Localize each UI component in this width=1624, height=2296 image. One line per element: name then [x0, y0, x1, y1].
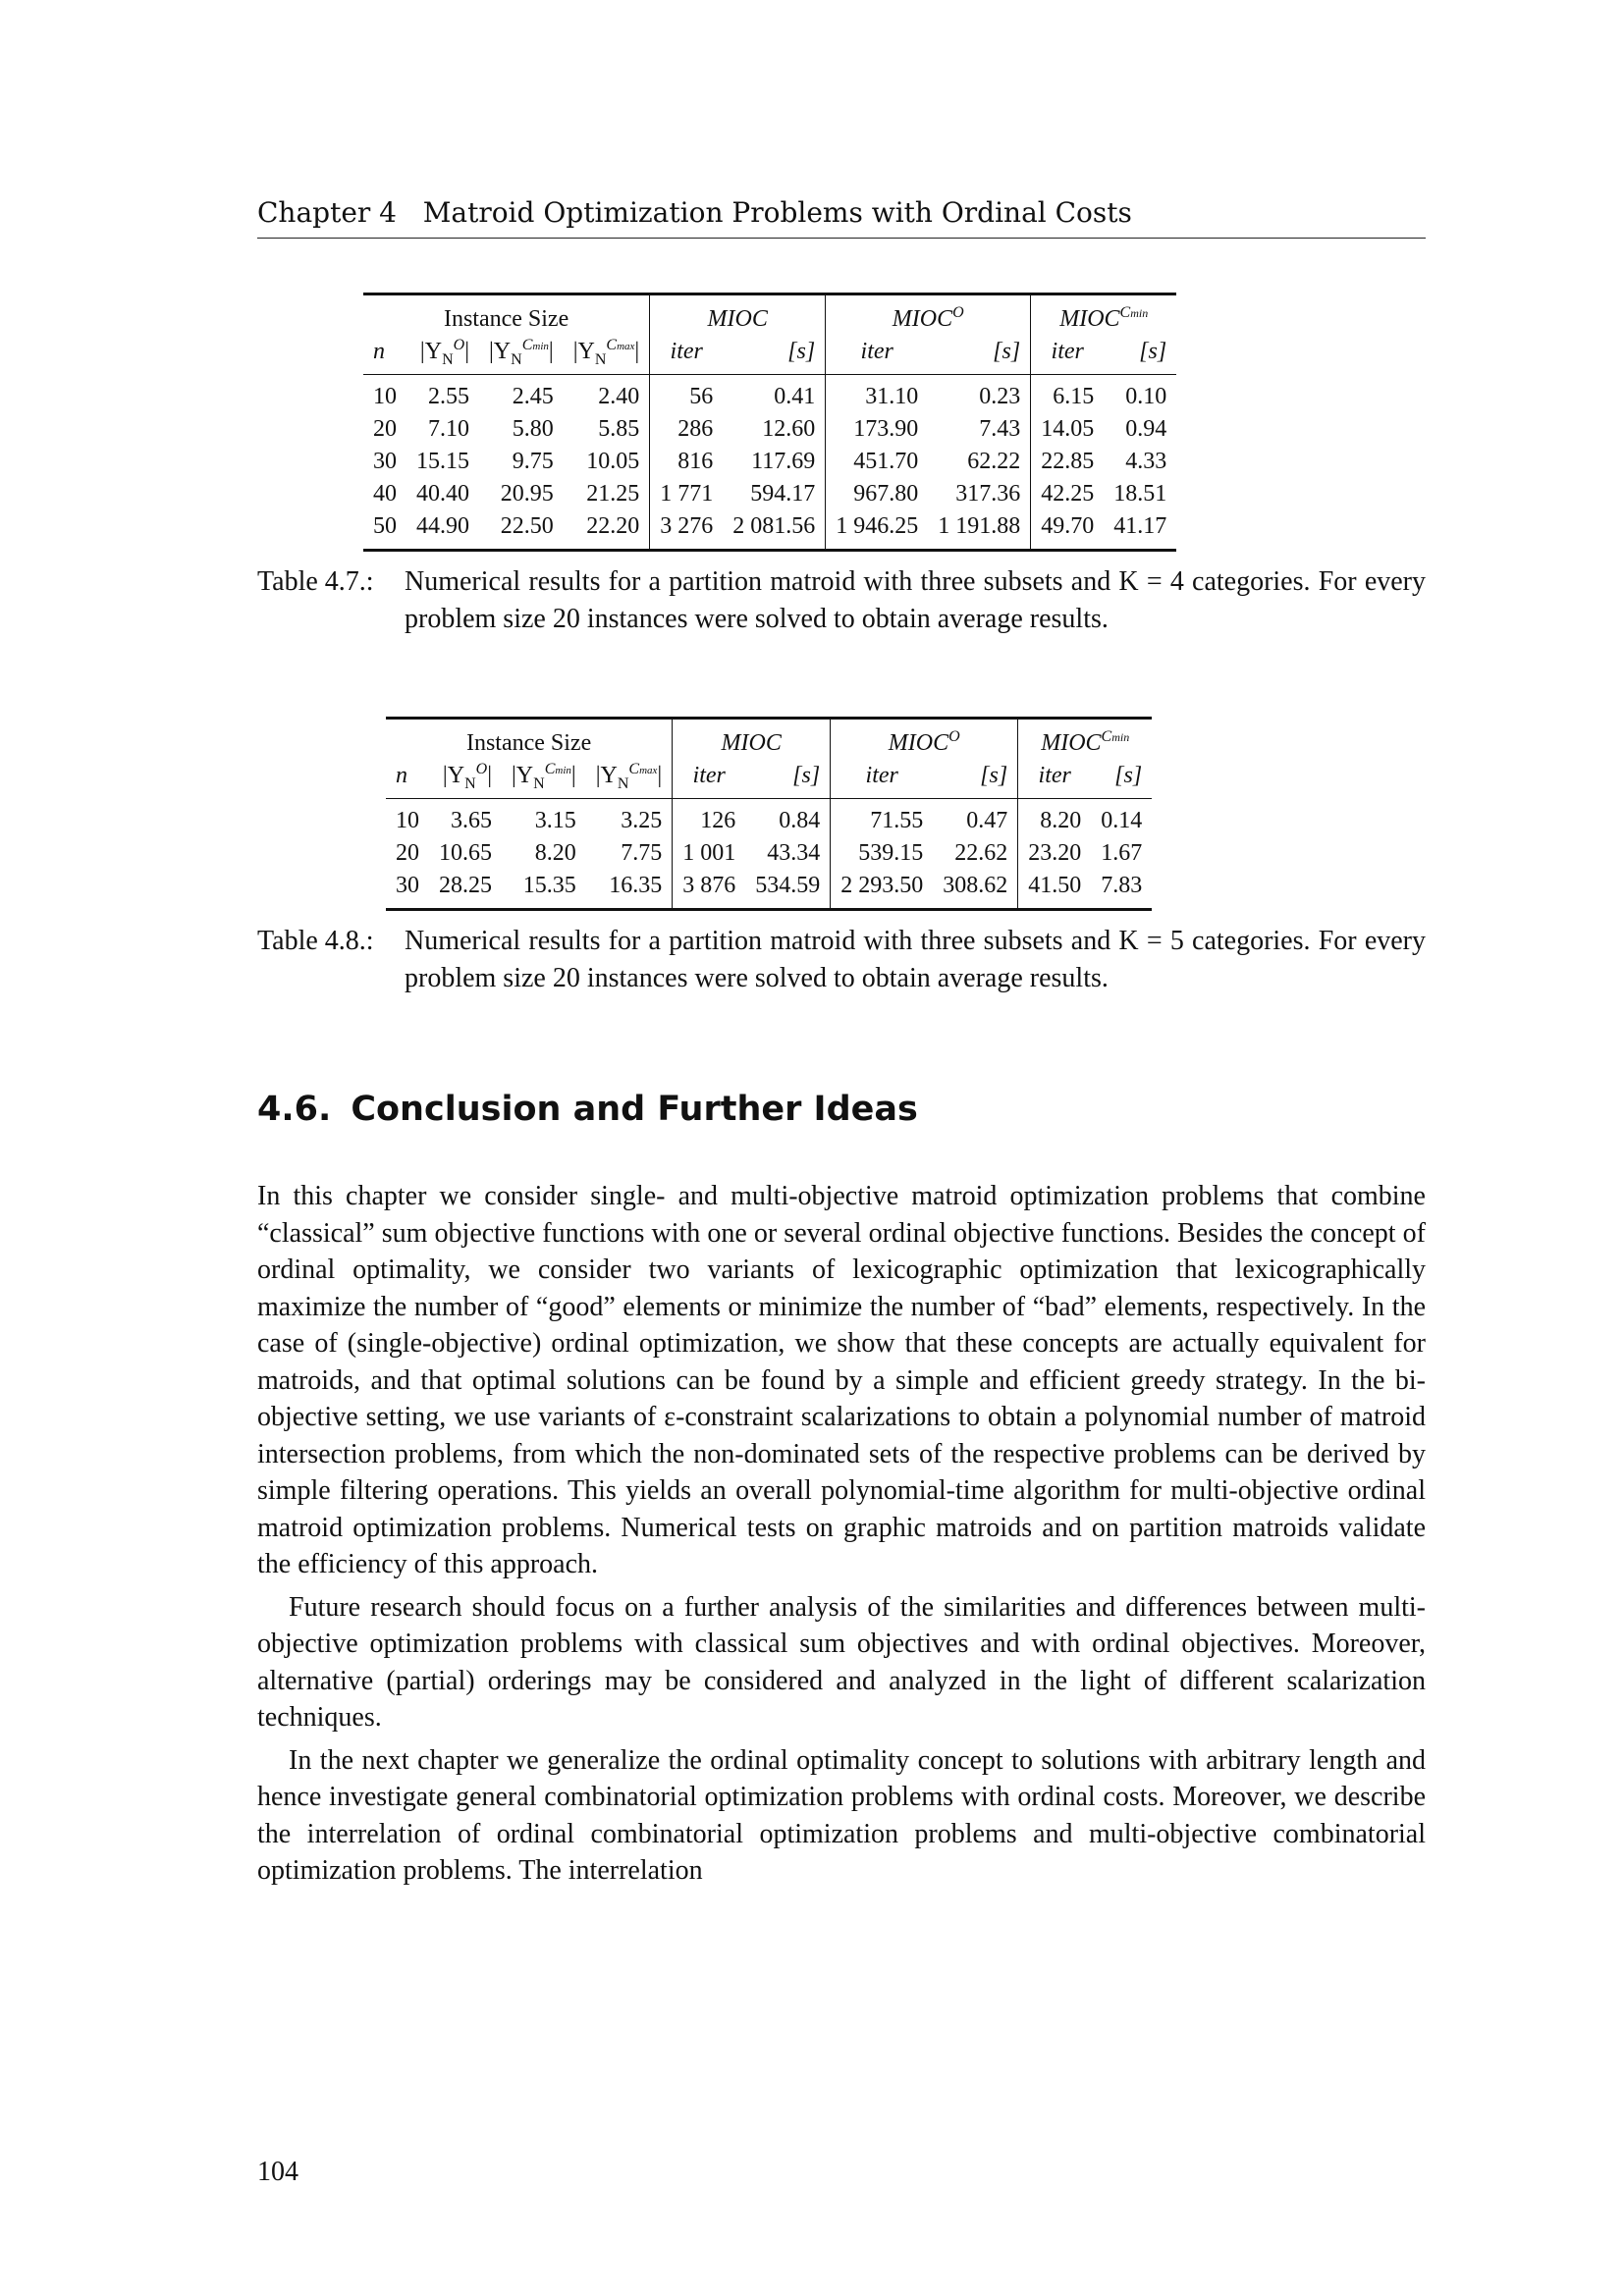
table-cell: 30 [386, 870, 429, 910]
table-cell: 117.69 [723, 446, 826, 478]
table-cell: 40 [373, 481, 397, 507]
table-cell: 10 [386, 799, 429, 838]
table-cell: 3 876 [673, 870, 746, 910]
table-cell: 43.34 [745, 837, 831, 870]
table-cell: 6.15 [1031, 375, 1105, 414]
table-cell: 30 [373, 449, 397, 474]
table-4-8 [386, 717, 1152, 911]
table-cell: 50 [363, 510, 406, 551]
table-cell: 9.75 [512, 449, 554, 474]
table-cell: 22.62 [933, 837, 1018, 870]
table-cell: 15.15 [416, 449, 469, 474]
table-cell: 28.25 [429, 870, 502, 910]
table-cell: 22.50 [479, 510, 564, 551]
table-cell: 2 081.56 [723, 510, 826, 551]
table-cell: 0.47 [933, 799, 1018, 838]
table-cell: 0.41 [723, 375, 826, 414]
table-cell: 7.10 [428, 416, 469, 442]
table-row [386, 870, 1152, 910]
table-cell: 3.15 [502, 799, 586, 838]
table-row [363, 413, 1176, 446]
table-cell: 42.25 [1041, 481, 1095, 507]
table-cell: 7.83 [1091, 870, 1152, 910]
table-cell: 14.05 [1041, 416, 1095, 442]
table-cell: 15.35 [502, 870, 586, 910]
table-row [363, 375, 1176, 414]
table-cell: 8.20 [534, 840, 576, 866]
table-cell: 10.65 [439, 840, 492, 866]
table-row [363, 510, 1176, 551]
table-cell: 8.20 [1018, 799, 1092, 838]
table-cell: 2.40 [564, 375, 650, 414]
table-cell: 22.85 [1041, 449, 1095, 474]
table-cell: 816 [677, 449, 714, 474]
table-column-header: n $|Y_N^O|$ $|Y_N^{Cmin}|$ $|Y_N^{Cmax}|$ iter [s] iter [s] iter [s] [386, 760, 1152, 799]
table-4-7-caption: Table 4.7.: Numerical results for a partition matroid with three subsets and K = 4 categories. For every problem size 20 instances were solved to obtain average results. [257, 566, 1426, 634]
table-cell: 0.84 [745, 799, 831, 838]
table-cell: 967.80 [853, 481, 919, 507]
table-cell: 534.59 [745, 870, 831, 910]
table-cell: 10.05 [564, 446, 650, 478]
table-group-header: Instance Size MIOC $MIOC^O$ $MIOC^{Cmin}$ [386, 719, 1152, 761]
table-cell: 71.55 [831, 799, 934, 838]
table-cell: 3.25 [586, 799, 673, 838]
section-body [257, 1178, 1426, 1896]
table-cell: 451.70 [853, 449, 919, 474]
table-cell: 594.17 [723, 478, 826, 510]
paragraph: In the next chapter we generalize the ordinal optimality concept to solutions with arbitrary length and hence investigate general combinatorial optimization problems with ordinal costs. Moreover, we describe the interrelation of ordinal combinatorial optimization problems and multi-objective combinatorial optimization problems. The interrelation [257, 1744, 1426, 1886]
table-cell: 2 293.50 [831, 870, 934, 910]
table-cell: 0.14 [1091, 799, 1152, 838]
table-cell: 56 [650, 375, 724, 414]
table-cell: 16.35 [586, 870, 673, 910]
table-cell: 44.90 [406, 510, 479, 551]
table-cell: 20 [396, 840, 419, 866]
table-row [386, 837, 1152, 870]
page-number: 104 [257, 2157, 298, 2187]
table-cell: 0.23 [928, 375, 1031, 414]
table-cell: 286 [677, 416, 714, 442]
table-cell: 7.75 [586, 837, 673, 870]
table-group-header: Instance Size MIOC $MIOC^O$ $MIOC^{Cmin}$ [363, 294, 1176, 337]
table-cell: 10 [363, 375, 406, 414]
table-cell: 1 001 [682, 840, 736, 866]
table-4-8-caption: Table 4.8.: Numerical results for a partition matroid with three subsets and K = 5 categories. For every problem size 20 instances were solved to obtain average results. [257, 926, 1426, 993]
table-cell: 20 [373, 416, 397, 442]
table-cell: 1 191.88 [928, 510, 1031, 551]
paragraph: In this chapter we consider single- and multi-objective matroid optimization problems that combine “classical” sum objective functions with one or several ordinal objective functions. Besides the concept of ordinal optimality, we consider two variants of lexicographic optimization that lexicographically maximize the number of “good” elements or minimize the number of “bad” elements, respectively. In the case of (single-objective) ordinal optimization, we show that these concepts are actually equivalent for matroids, and that optimal solutions can be found by a simple and efficient greedy strategy. In the bi-objective setting, we use variants of ε-constraint scalarizations to obtain a polynomial number of matroid intersection problems, from which the non-dominated sets of the respective problems can be derived by simple filtering operations. This yields an overall polynomial-time algorithm for multi-objective ordinal matroid optimization problems. Numerical tests on graphic matroids and on partition matroids validate the efficiency of this approach. [257, 1181, 1426, 1579]
table-cell: 21.25 [564, 478, 650, 510]
section-heading: 4.6. Conclusion and Further Ideas [257, 1090, 918, 1129]
table-row [363, 478, 1176, 510]
header-rule [257, 238, 1426, 239]
table-cell: 7.43 [928, 413, 1031, 446]
table-cell: 23.20 [1028, 840, 1082, 866]
table-cell: 0.94 [1125, 416, 1167, 442]
table-cell: 173.90 [853, 416, 919, 442]
table-cell: 308.62 [933, 870, 1018, 910]
table-cell: 3.65 [429, 799, 502, 838]
table-cell: 126 [673, 799, 746, 838]
table-cell: 2.45 [479, 375, 564, 414]
table-cell: 22.20 [564, 510, 650, 551]
table-cell: 1.67 [1101, 840, 1143, 866]
table-cell: 12.60 [723, 413, 826, 446]
table-row [386, 799, 1152, 838]
table-cell: 49.70 [1031, 510, 1105, 551]
table-cell: 40.40 [416, 481, 469, 507]
header-text: Chapter 4 Matroid Optimization Problems with Ordinal Costs [257, 196, 1132, 229]
table-cell: 41.50 [1018, 870, 1092, 910]
table-cell: 41.17 [1104, 510, 1176, 551]
table-4-7 [363, 293, 1176, 552]
table-cell: 62.22 [928, 446, 1031, 478]
table-cell: 5.80 [512, 416, 554, 442]
table-cell: 31.10 [826, 375, 929, 414]
table-cell: 1 946.25 [826, 510, 929, 551]
table-cell: 1 771 [660, 481, 714, 507]
table-cell: 2.55 [406, 375, 479, 414]
table-cell: 539.15 [858, 840, 924, 866]
table-cell: 5.85 [564, 413, 650, 446]
table-cell: 317.36 [928, 478, 1031, 510]
table-cell: 20.95 [500, 481, 554, 507]
table-row [363, 446, 1176, 478]
table-cell: 18.51 [1113, 481, 1167, 507]
table-cell: 3 276 [650, 510, 724, 551]
table-cell: 4.33 [1125, 449, 1167, 474]
paragraph: Future research should focus on a further analysis of the similarities and differences between multi-objective optimization problems with classical sum objectives and with ordinal objectives. Moreover, alternative (partial) orderings may be considered and analyzed in the light of different scalarization techniques. [257, 1591, 1426, 1733]
table-cell: 0.10 [1104, 375, 1176, 414]
table-column-header: n $|Y_N^O|$ $|Y_N^{Cmin}|$ $|Y_N^{Cmax}|$ iter [s] iter [s] iter [s] [363, 336, 1176, 375]
